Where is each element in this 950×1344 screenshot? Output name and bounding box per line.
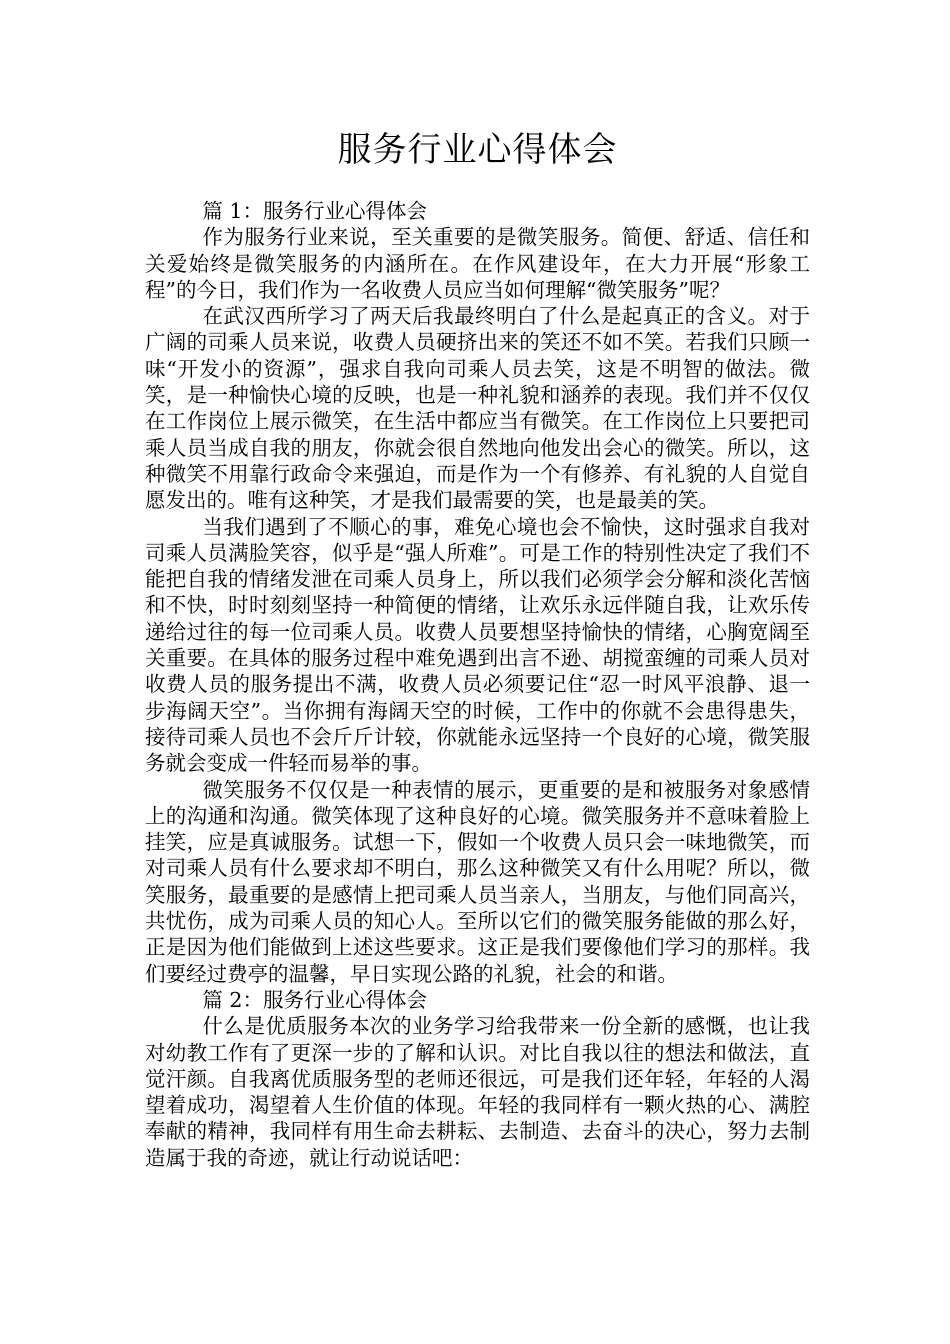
section-1 [145, 198, 810, 987]
paragraph: 作为服务行业来说，至关重要的是微笑服务。简便、舒适、信任和关爱始终是微笑服务的内涵所在。在作风建设年，在大力开展“形象工程”的今日，我们作为一名收费人员应当如何理解“微笑服务”呢？ [145, 225, 810, 302]
paragraph: 什么是优质服务本次的业务学习给我带来一份全新的感慨，也让我对幼教工作有了更深一步的了解和认识。对比自我以往的想法和做法，直觉汗颜。自我离优质服务型的老师还很远，可是我们还年轻，年轻的人渴望着成功，渴望着人生价值的体现。年轻的我同样有一颗火热的心、满腔奉献的精神，我同样有用生命去耕耘、去制造、去奋斗的决心，努力去制造属于我的奇迹，就让行动说话吧： [145, 1014, 810, 1170]
section-2 [145, 987, 810, 1171]
paragraph: 在武汉西所学习了两天后我最终明白了什么是起真正的含义。对于广阔的司乘人员来说，收费人员硬挤出来的笑还不如不笑。若我们只顾一味“开发小的资源”，强求自我向司乘人员去笑，这是不明智的做法。微笑，是一种愉快心境的反映，也是一种礼貌和涵养的表现。我们并不仅仅在工作岗位上展示微笑，在生活中都应当有微笑。在工作岗位上只要把司乘人员当成自我的朋友，你就会很自然地向他发出会心的微笑。所以，这种微笑不用靠行政命令来强迫，而是作为一个有修养、有礼貌的人自觉自愿发出的。唯有这种笑，才是我们最需要的笑，也是最美的笑。 [145, 304, 810, 513]
document-page [145, 120, 810, 1171]
document-title: 服务行业心得体会 [337, 130, 618, 170]
paragraph: 当我们遇到了不顺心的事，难免心境也会不愉快，这时强求自我对司乘人员满脸笑容，似乎是“强人所难”。可是工作的特别性决定了我们不能把自我的情绪发泄在司乘人员身上，所以我们必须学会分解和淡化苦恼和不快，时时刻刻坚持一种简便的情绪，让欢乐永远伴随自我，让欢乐传递给过往的每一位司乘人员。收费人员要想坚持愉快的情绪，心胸宽阔至关重要。在具体的服务过程中难免遇到出言不逊、胡搅蛮缠的司乘人员对收费人员的服务提出不满，收费人员必须要记住“忍一时风平浪静、退一步海阔天空”。当你拥有海阔天空的时候，工作中的你就不会患得患失，接待司乘人员也不会斤斤计较，你就能永远坚持一个良好的心境，微笑服务就会变成一件轻而易举的事。 [145, 514, 810, 776]
section-heading: 篇 2：服务行业心得体会 [202, 987, 427, 1012]
section-heading: 篇 1：服务行业心得体会 [202, 199, 427, 223]
paragraph: 微笑服务不仅仅是一种表情的展示，更重要的是和被服务对象感情上的沟通和沟通。微笑体现了这种良好的心境。微笑服务并不意味着脸上挂笑，应是真诚服务。试想一下，假如一个收费人员只会一味地微笑，而对司乘人员有什么要求却不明白，那么这种微笑又有什么用呢？所以，微笑服务，最重要的是感情上把司乘人员当亲人，当朋友，与他们同高兴，共忧伤，成为司乘人员的知心人。至所以它们的微笑服务能做的那么好，正是因为他们能做到上述这些要求。这正是我们要像他们学习的那样。我们要经过费亭的温馨，早日实现公路的礼貌，社会的和谐。 [145, 777, 810, 986]
